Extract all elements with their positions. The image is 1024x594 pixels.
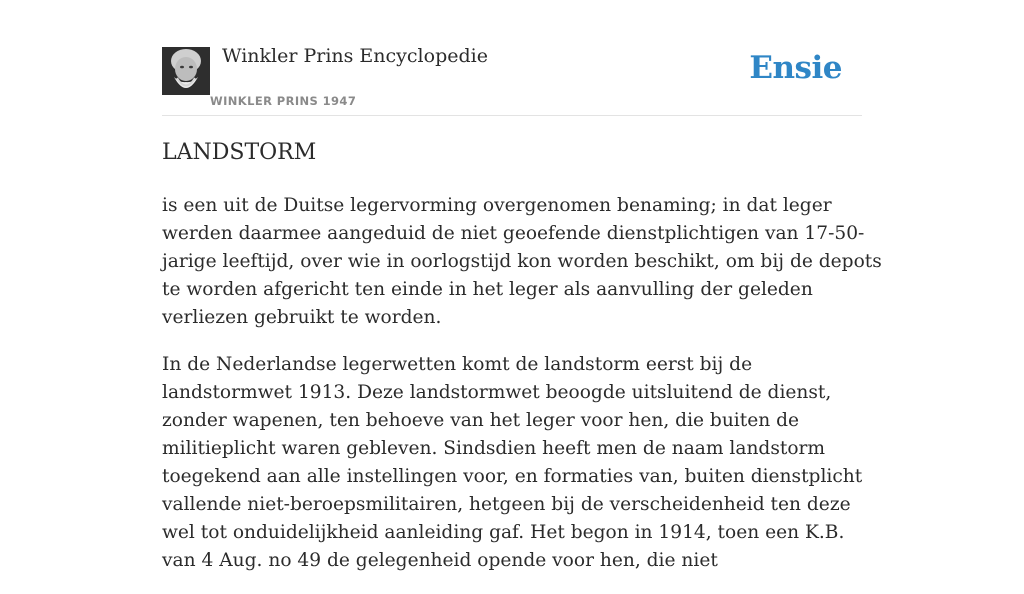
article-paragraph: In de Nederlandse legerwetten komt de landstorm eerst bij de landstormwet 1913. Deze landstormwet beoogde uitsluitend de dienst, zonder wapenen, ten behoeve van het leger voor hen, die buiten de militieplicht waren gebleven. Sindsdien heeft men de naam landstorm toegekend aan alle instellingen voor, en formaties van, buiten dienstplicht vallende niet-beroepsmilitairen, hetgeen bij de verscheidenheid ten deze wel tot onduidelijkheid aanleiding gaf. Het begon in 1914, toen een K.B. van 4 Aug. no 49 de gelegenheid opende voor hen, die niet [162, 354, 863, 571]
source-title[interactable]: Winkler Prins Encyclopedie [222, 45, 488, 67]
source-tag[interactable]: WINKLER PRINS 1947 [210, 94, 357, 108]
article-title: LANDSTORM [162, 140, 317, 165]
ensie-logo[interactable]: Ensie [749, 50, 842, 86]
content-container [162, 0, 882, 571]
source-header [162, 0, 862, 116]
article-body [162, 192, 882, 594]
article-paragraph: is een uit de Duitse legervorming overgenomen benaming; in dat leger werden daarmee aangeduid de niet geoefende dienstplichtigen van 17-50-jarige leeftijd, over wie in oorlogstijd kon worden beschikt, om bij de depots te worden afgericht ten einde in het leger als aanvulling der geleden verliezen gebruikt te worden. [162, 195, 882, 328]
author-avatar[interactable] [162, 47, 210, 95]
portrait-image [162, 47, 210, 95]
